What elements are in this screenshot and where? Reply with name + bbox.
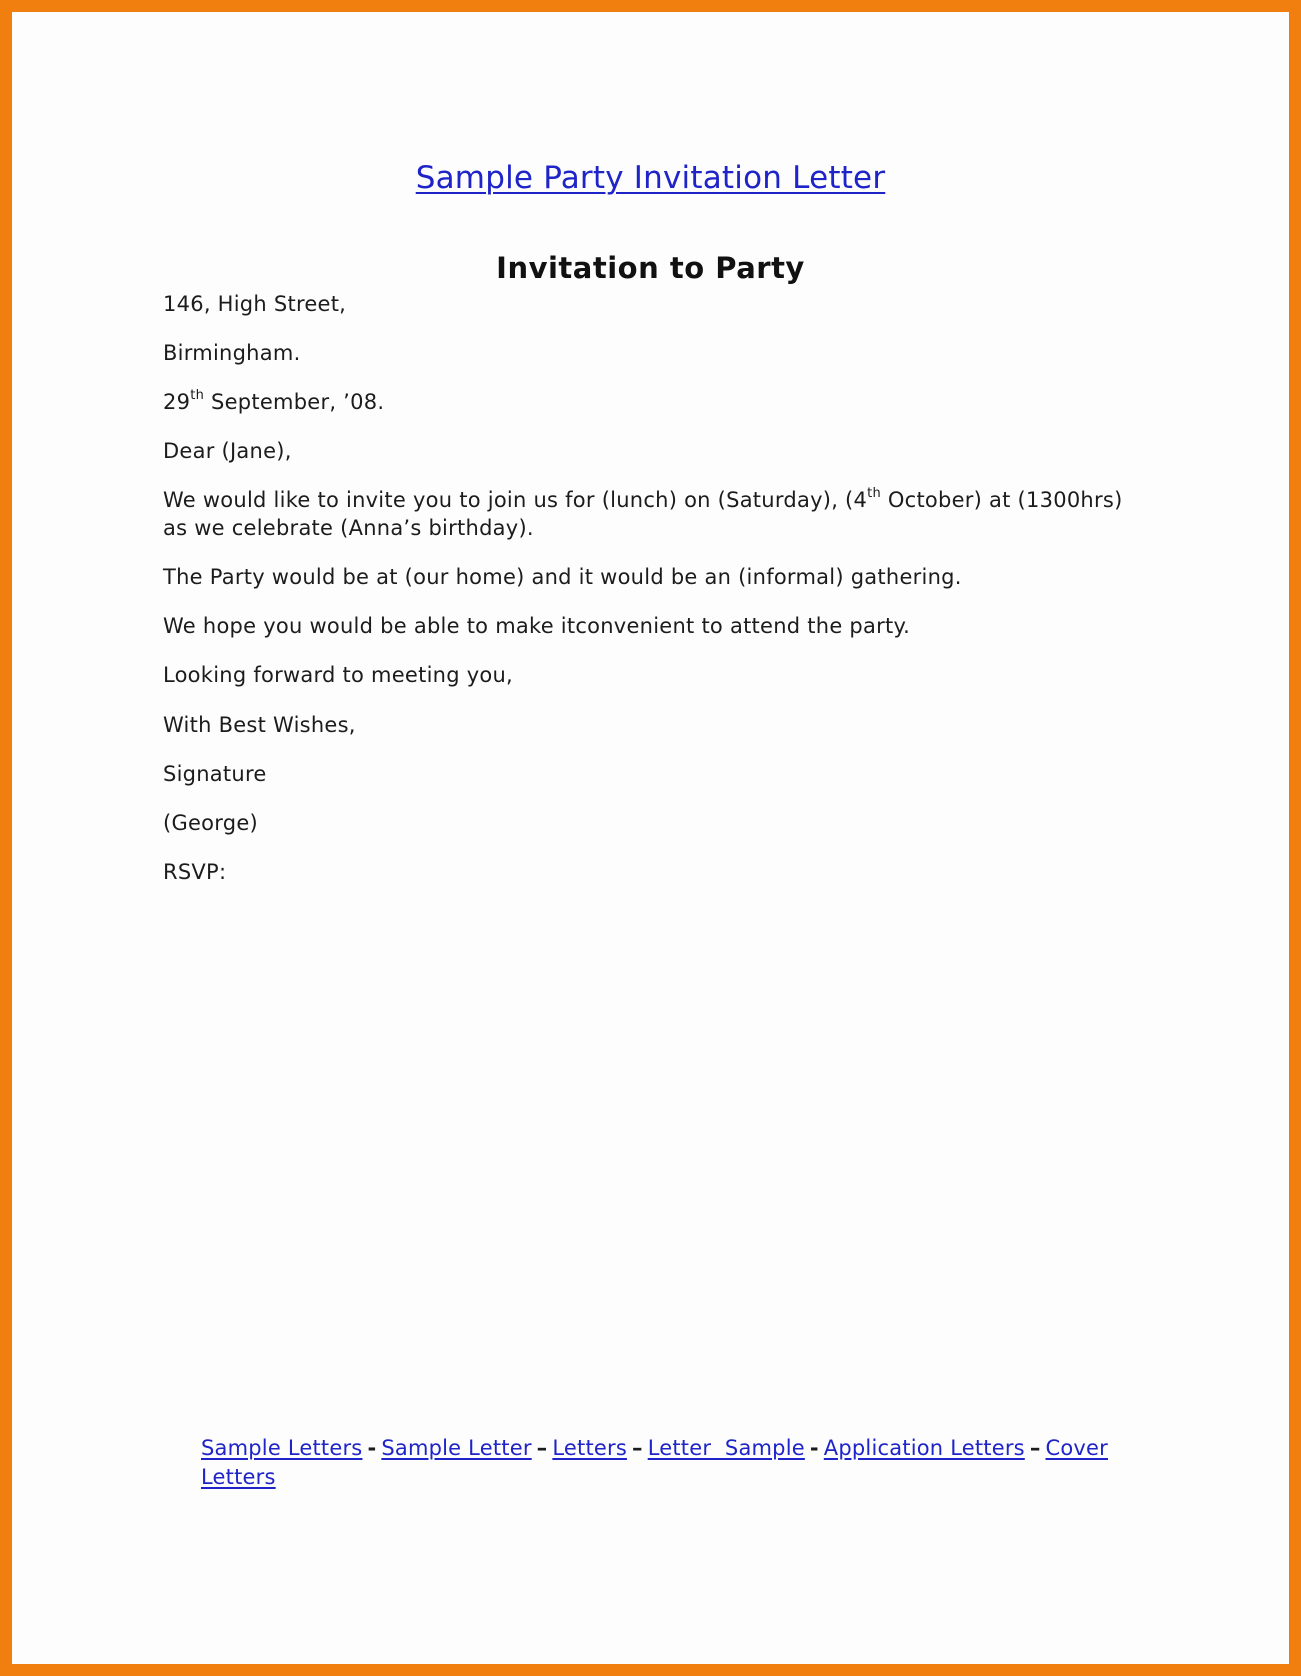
closing-line-1: Looking forward to meeting you,: [163, 663, 513, 687]
body1-part-a: We would like to invite you to join us for (lunch) on (Saturday), (4: [163, 488, 868, 512]
footer-separator: –: [1029, 1436, 1041, 1460]
body1-part-b: October) at (1300hrs): [880, 488, 1123, 512]
footer-link-sample-letters[interactable]: Sample Letters: [201, 1436, 363, 1460]
sender-city: Birmingham.: [163, 341, 301, 365]
page-heading: Invitation to Party: [496, 251, 805, 285]
footer-row-2: [201, 1463, 1161, 1492]
date-rest: September, ’08.: [204, 390, 385, 414]
footer-links: [201, 1434, 1161, 1492]
footer-separator: –: [631, 1436, 643, 1460]
footer-link-letter-sample[interactable]: Letter Sample: [647, 1436, 805, 1460]
body-paragraph-1: [163, 486, 1143, 515]
footer-link-application-letters[interactable]: Application Letters: [823, 1436, 1025, 1460]
footer-row-1: [201, 1434, 1161, 1463]
sender-address: 146, High Street,: [163, 292, 347, 316]
footer-link-cover[interactable]: Cover: [1045, 1436, 1109, 1460]
body-paragraph-3: We hope you would be able to make itconvenient to attend the party.: [163, 614, 911, 638]
date-day: 29: [163, 390, 191, 414]
rsvp-line: RSVP:: [163, 860, 227, 884]
closing-line-2: With Best Wishes,: [163, 713, 356, 737]
footer-link-sample-letter[interactable]: Sample Letter: [381, 1436, 532, 1460]
body-paragraph-2: The Party would be at (our home) and it would be an (informal) gathering.: [163, 565, 962, 589]
footer-separator: -: [809, 1436, 819, 1460]
date-suffix: th: [190, 388, 205, 403]
signature-line: Signature: [163, 762, 267, 786]
footer-link-cover-letters-cont[interactable]: Letters: [201, 1465, 276, 1489]
body-paragraph-1-cont: as we celebrate (Anna’s birthday).: [163, 516, 534, 540]
footer-link-letters[interactable]: Letters: [552, 1436, 627, 1460]
footer-separator: –: [536, 1436, 548, 1460]
greeting: Dear (Jane),: [163, 439, 292, 463]
signer-name: (George): [163, 811, 258, 835]
letter-date: [163, 388, 1143, 417]
title-link[interactable]: Sample Party Invitation Letter: [415, 160, 886, 196]
body1-sup: th: [867, 486, 881, 501]
footer-separator: -: [367, 1436, 377, 1460]
